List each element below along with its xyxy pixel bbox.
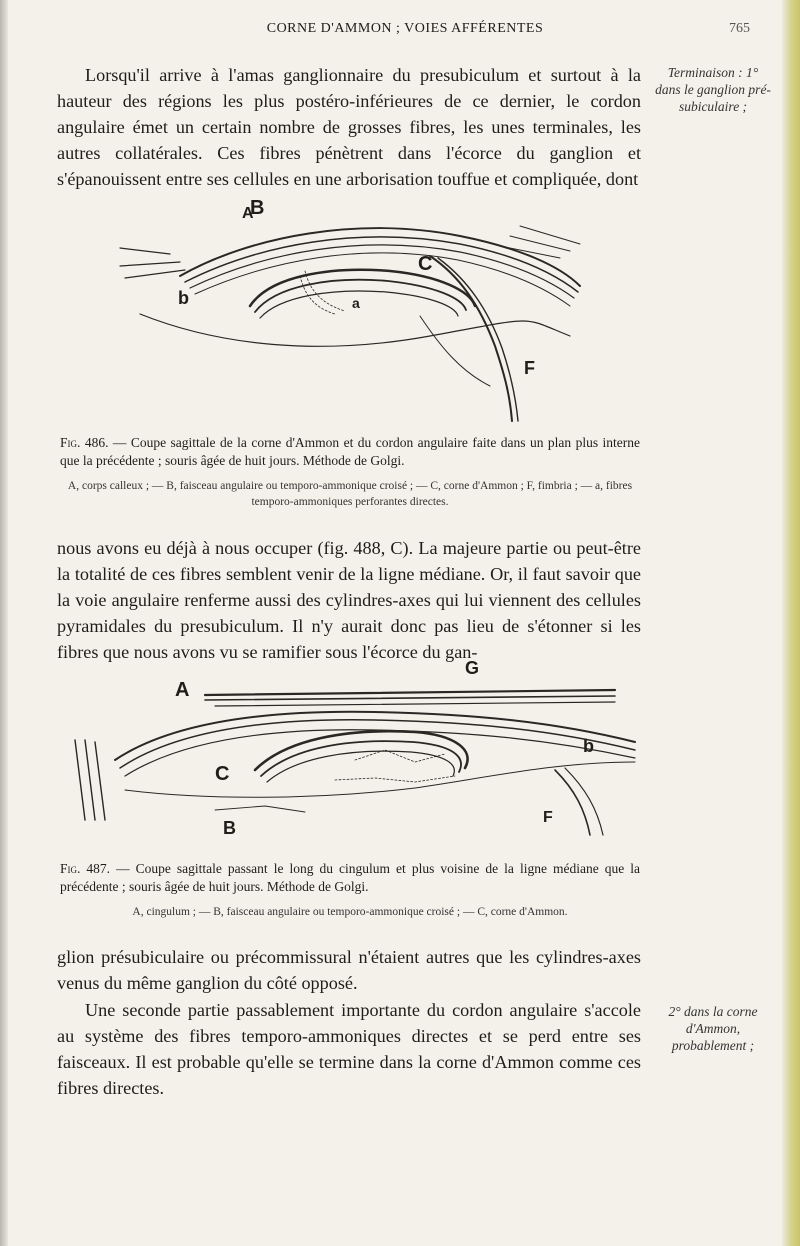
figure-486-description: — Coupe sagittale de la corne d'Ammon et du cordon angulaire faite dans un plan plus interne que la précédente ; souris âgée de huit jours. Méthode de Golgi. [60, 435, 640, 468]
figure-486-label-B: B [250, 197, 265, 219]
figure-487-label-B: B [223, 818, 236, 838]
figure-487-drawing [55, 650, 645, 840]
figure-486-label-b: b [178, 288, 189, 308]
page-edge-right [782, 0, 800, 1246]
figure-487-label-F: F [543, 809, 553, 826]
figure-486-number: Fig. 486. [60, 435, 109, 450]
figure-487-description: — Coupe sagittale passant le long du cingulum et plus voisine de la ligne médiane que la précédente ; souris âgée de huit jours. Méthode de Golgi. [60, 861, 640, 894]
paragraph-4-text: Une seconde partie passablement importante du cordon angulaire s'accole au système des fibres temporo-ammoniques directes et se perd entre ses faisceaux. Il est probable qu'elle se termine dans la corne d'Ammon comme ces fibres directes. [57, 1000, 641, 1098]
figure-487-label-C: C [215, 763, 230, 785]
figure-487-label-A: A [175, 679, 190, 701]
figure-487-caption-text [60, 860, 640, 896]
paragraph-1 [57, 62, 641, 192]
page-number: 765 [729, 21, 750, 36]
figure-487-caption [60, 860, 640, 920]
paragraph-3 [57, 944, 641, 996]
figure-487 [55, 650, 645, 840]
margin-note-2: 2° dans la corne d'Ammon, probablement ; [668, 1004, 758, 1053]
figure-487-legend: A, cingulum ; — B, faisceau angulaire ou temporo-ammonique croisé ; — C, corne d'Ammon. [132, 906, 568, 918]
figure-486-label-a: a [352, 295, 360, 311]
page-gutter-left [0, 0, 8, 1246]
figure-487-number: Fig. 487. [60, 861, 111, 876]
running-title: CORNE D'AMMON ; VOIES AFFÉRENTES [266, 21, 544, 36]
figure-486-legend: A, corps calleux ; — B, faisceau angulaire ou temporo-ammonique croisé ; — C, corne d'Ammon ; F, fimbria ; — a, fibres temporo-ammoniques perforantes directes. [67, 480, 633, 508]
paragraph-2-text: nous avons eu déjà à nous occuper (fig. 488, C). La majeure partie ou peut-être la totalité de ces fibres semblent venir de la ligne médiane. Or, il faut savoir que la voie angulaire renferme aussi des cylindres-axes qui lui viennent des cellules pyramidales du presubiculum. Il n'y aurait donc pas lieu de s'étonner si les fibres que nous avons vu se ramifier sous l'écorce du gan- [57, 538, 641, 662]
paragraph-3-text: glion présubiculaire ou précommissural n'étaient autres que les cylindres-axes venus du même ganglion du côté opposé. [57, 947, 641, 993]
figure-486-drawing [100, 196, 600, 426]
figure-486-label-F: F [524, 358, 535, 378]
paragraph-1-text: Lorsqu'il arrive à l'amas ganglionnaire du presubiculum et surtout à la hauteur des régions les plus postéro-inférieures de ce dernier, le cordon angulaire émet un certain nombre de grosses fibres, les unes terminales, les autres collatérales. Ces fibres pénètrent dans l'écorce du ganglion et s'épanouissent entre ses cellules en une arborisation touffue et compliquée, dont [57, 65, 641, 189]
figure-486-caption [60, 434, 640, 510]
figure-486-caption-text [60, 434, 640, 470]
figure-487-label-b: b [583, 736, 594, 756]
paragraph-4 [57, 997, 641, 1101]
figure-486-label-C: C [418, 253, 433, 275]
figure-487-label-G: G [465, 658, 480, 678]
page-header [60, 19, 750, 41]
paragraph-2 [57, 535, 641, 665]
figure-486 [100, 196, 600, 426]
figure-486-label-A: A [242, 205, 254, 222]
margin-note-1: Terminaison : 1° dans le ganglion pré-subiculaire ; [655, 65, 771, 114]
